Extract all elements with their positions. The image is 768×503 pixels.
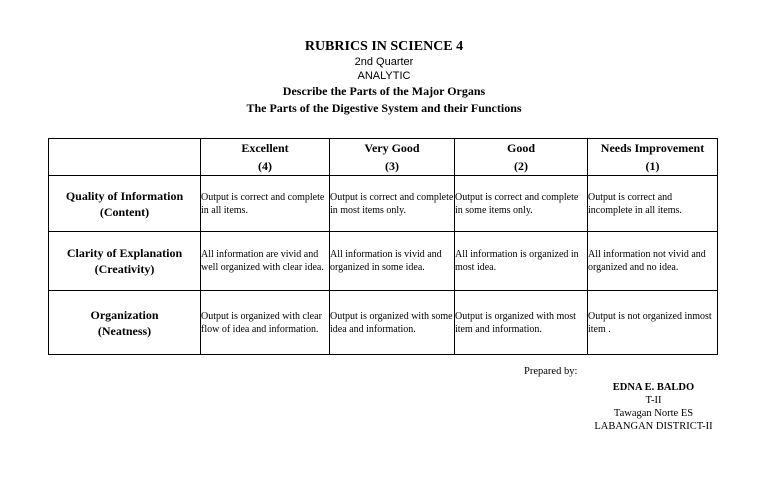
rubric-type-label: ANALYTIC bbox=[357, 70, 411, 82]
rubric-cell: Output is not organized inmost item . bbox=[588, 291, 718, 355]
column-score: (3) bbox=[385, 159, 399, 173]
lesson-objective: Describe the Parts of the Major Organs bbox=[282, 84, 486, 98]
rubric-cell: All information not vivid and organized and no idea. bbox=[588, 232, 718, 291]
document-header bbox=[0, 38, 768, 117]
column-header-very-good bbox=[330, 139, 455, 176]
table-row bbox=[49, 291, 718, 355]
rubric-cell: Output is organized with most item and information. bbox=[455, 291, 588, 355]
column-score: (1) bbox=[645, 159, 660, 173]
rubric-cell: Output is correct and complete in some items only. bbox=[455, 176, 588, 232]
criterion-label: Clarity of Explanation bbox=[66, 246, 183, 260]
criterion-sub: (Creativity) bbox=[94, 262, 155, 276]
document-title: RUBRICS IN SCIENCE 4 bbox=[304, 39, 464, 54]
column-label: Very Good bbox=[364, 141, 420, 155]
column-header-needs-improvement bbox=[588, 139, 718, 176]
rubric-table bbox=[48, 138, 718, 355]
criterion-label: Organization bbox=[90, 307, 159, 322]
table-row bbox=[49, 232, 718, 291]
rubric-cell: Output is correct and incomplete in all items. bbox=[588, 176, 718, 232]
column-header-good bbox=[455, 139, 588, 176]
column-label: Needs Improvement bbox=[600, 141, 705, 155]
column-header-excellent bbox=[201, 139, 330, 176]
rubric-cell: All information is organized in most idea. bbox=[455, 232, 588, 291]
rubric-cell: Output is organized with clear flow of idea and information. bbox=[201, 291, 330, 355]
criterion-cell bbox=[49, 232, 201, 291]
criterion-cell bbox=[49, 176, 201, 232]
criterion-sub: (Neatness) bbox=[97, 323, 152, 338]
preparer-district: LABANGAN DISTRICT-II bbox=[594, 421, 713, 432]
criterion-cell bbox=[49, 291, 201, 355]
rubric-header-row bbox=[49, 139, 718, 176]
column-label: Excellent bbox=[241, 141, 289, 155]
prepared-by-label: Prepared by: bbox=[524, 366, 578, 377]
column-label: Good bbox=[506, 141, 535, 155]
rubric-cell: All information is vivid and organized in some idea. bbox=[330, 232, 455, 291]
preparer-position: T-II bbox=[645, 395, 662, 406]
preparer-name: EDNA E. BALDO bbox=[612, 382, 695, 393]
rubric-cell: Output is correct and complete in all items. bbox=[201, 176, 330, 232]
preparer-school: Tawagan Norte ES bbox=[613, 408, 694, 419]
rubric-cell: All information are vivid and well organized with clear idea. bbox=[201, 232, 330, 291]
signature-block bbox=[586, 381, 721, 433]
column-score: (4) bbox=[258, 159, 272, 173]
rubric-cell: Output is correct and complete in most items only. bbox=[330, 176, 455, 232]
lesson-topic: The Parts of the Digestive System and their Functions bbox=[246, 101, 522, 115]
column-score: (2) bbox=[514, 159, 528, 173]
rubric-cell: Output is organized with some idea and information. bbox=[330, 291, 455, 355]
table-row bbox=[49, 176, 718, 232]
criterion-sub: (Content) bbox=[99, 204, 150, 219]
criterion-label: Quality of Information bbox=[65, 188, 184, 203]
quarter-label: 2nd Quarter bbox=[354, 56, 414, 68]
criteria-header-cell bbox=[49, 139, 201, 176]
